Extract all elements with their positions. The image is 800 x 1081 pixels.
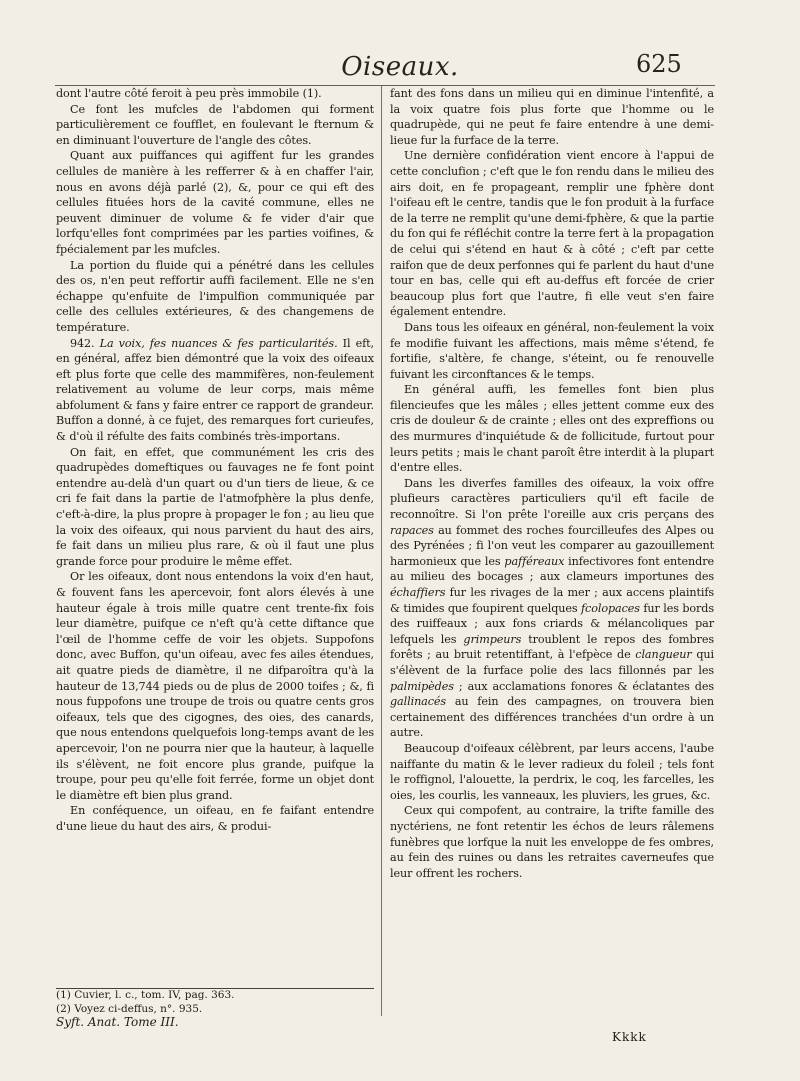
italic-term: gallinacés [390, 695, 447, 709]
paragraph: En conféquence, un oifeau, en fe faifant entendre d'une lieue du haut des airs, & produi- [56, 804, 374, 833]
paragraph-families [390, 476, 714, 741]
italic-term: palmipèdes [390, 679, 454, 693]
text: Dans les diverfes familles des oifeaux, la voix offre plufieurs caractères particuliers qu'il eft facile de reconnoître. Si l'on prête l'oreille aux cris perçans des [390, 476, 714, 522]
signature-mark-right: Kkkk [612, 1030, 647, 1044]
footnote-2: (2) Voyez ci-deffus, n°. 935. [56, 1002, 203, 1015]
paragraph: fant des fons dans un milieu qui en diminue l'intenfité, a la voix quatre fois plus forte que l'homme ou le quadrupède, qui ne peut fe faire entendre à une demi-lieue fur la furface de la terre. [390, 87, 714, 147]
text: qui s'élèvent de la furface polie des lacs fillonnés par les [390, 648, 714, 677]
column-divider [381, 86, 382, 1016]
page-number: 625 [636, 50, 682, 78]
paragraph: Ce font les mufcles de l'abdomen qui forment particulièrement ce foufflet, en foulevant le fternum & en diminuant l'ouverture de l'angle des côtes. [56, 102, 374, 147]
running-title: Oiseaux. [341, 52, 459, 82]
left-column [56, 86, 374, 984]
paragraph: Une dernière confidération vient encore à l'appui de cette conclufion ; c'eft que le fon rendu dans le milieu des airs doit, en fe propageant, remplir une fphère dont l'oifeau eft le centre, tandis que le fon produit à la furface de la terre ne remplit qu'une demi-fphère, & que la partie du fon qui fe réfléchit contre la terre fert à la propagation de celui qui s'étend en haut & à côté ; c'eft par cette raifon que de deux perfonnes qui fe parlent du haut d'une tour en bas, celle qui eft au-deffus eft forcée de crier beaucoup plus fort que l'autre, fi elle veut s'en faire également entendre. [390, 149, 714, 319]
text: au fein des campagnes, on trouvera bien certainement des différences tranchées d'un ordre à un autre. [390, 695, 714, 740]
italic-term: grimpeurs [463, 632, 522, 646]
section-heading: La voix, fes nuances & fes particularités. [99, 336, 338, 350]
paragraph: Or les oifeaux, dont nous entendons la voix d'en haut, & fouvent fans les apercevoir, font alors élevés à une hauteur égale à trois mille quatre cent trente-fix fois leur diamètre, puifque ce n'eft qu'à cette diftance que l'œil de l'homme ceffe de voir les objets. Suppofons donc, avec Buffon, qu'un oifeau, avec fes ailes étendues, ait quatre pieds de diamètre, il ne difparoîtra qu'à la hauteur de 13,744 pieds ou de plus de 2000 toifes ; &, fi nous fuppofons une troupe de trois ou quatre cents gros oifeaux, tels que des cigognes, des oies, des canards, que nous entendons quelquefois long-temps avant de les apercevoir, l'on ne pourra nier que la hauteur, à laquelle ils s'élèvent, ne foit encore plus grande, puifque la troupe, pour peu qu'elle foit ferrée, forme un objet dont le diamètre eft bien plus grand. [56, 570, 374, 802]
text: fur les bords des ruiffeaux ; aux fons criards & mélancoliques par lefquels les [390, 601, 714, 646]
paragraph: Beaucoup d'oifeaux célèbrent, par leurs accens, l'aube naiffante du matin & le lever radieux du foleil ; tels font le roffignol, l'alouette, la perdrix, le coq, les farcelles, les oies, les courlis, les vanneaux, les pluviers, les grues, &c. [390, 741, 714, 802]
italic-term: rapaces [390, 523, 434, 537]
paragraph: dont l'autre côté feroit à peu près immobile (1). [56, 87, 322, 100]
signature-mark: Syft. Anat. Tome III. [56, 1015, 179, 1029]
section-number: 942. [70, 336, 95, 350]
section-text: Il eft, en général, affez bien démontré que la voix des oifeaux eft plus forte que celle des mammifères, non-feulement relativement au volume de leur corps, mais même abfolument & fans y faire entrer ce rapport de grandeur. Buffon a donné, à ce fujet, des remarques fort curieufes, & d'où il réfulte des faits combinés très-importans. [56, 336, 374, 444]
footnote-1: (1) Cuvier, l. c., tom. IV, pag. 363. [56, 989, 235, 1001]
paragraph: Dans tous les oifeaux en général, non-feulement la voix fe modifie fuivant les affections, mais même s'étend, fe fortifie, s'altère, fe change, s'éteint, ou fe renouvelle fuivant les circonftances & le temps. [390, 320, 714, 381]
text: au fommet des roches fourcilleufes des Alpes ou des Pyrénées ; fi l'on veut les comparer au gazouillement harmonieux que les [390, 523, 714, 568]
right-column [390, 86, 714, 881]
paragraph: La portion du fluide qui a pénétré dans les cellules des os, n'en peut reffortir auffi facilement. Elle ne s'en échappe qu'enfuite de l'impulfion communiquée par celle des cellules extérieures, & des changemens de température. [56, 258, 374, 334]
text: troublent le repos des fombres forêts ; au bruit retentiffant, à l'efpèce de [390, 632, 714, 662]
text: infectivores font entendre au milieu des bocages ; aux clameurs importunes des [390, 554, 714, 584]
text: fur les rivages de la mer ; aux accens plaintifs & timides que foupirent quelques [390, 586, 714, 615]
paragraph: Ceux qui compofent, au contraire, la trifte famille des nyctériens, ne font retentir les échos de leurs râlemens funèbres que lorfque la nuit les enveloppe de fes ombres, au fein des ruines ou dans les retraites caverneufes que leur offrent les rochers. [390, 804, 714, 880]
paragraph: On fait, en effet, que communément les cris des quadrupèdes domeftiques ou fauvages ne fe font point entendre au-delà d'un quart ou d'un tiers de lieue, & ce cri fe fait dans la partie de l'atmofphère la plus denfe, c'eft-à-dire, la plus propre à propager le fon ; au lieu que la voix des oifeaux, qui nous parvient du haut des airs, fe fait dans un milieu plus rare, & où il faut une plus grande force pour produire le même effet. [56, 445, 374, 568]
italic-term: pafféreaux [504, 554, 565, 568]
section-942 [56, 336, 374, 445]
italic-term: fcolopaces [581, 601, 640, 615]
italic-term: clangueur [635, 648, 692, 662]
paragraph: En général auffi, les femelles font bien plus filencieufes que les mâles ; elles jettent comme eux des cris de douleur & de crainte ; elles ont des expreffions ou des murmures d'inquiétude & de follicitude, furtout pour leurs petits ; mais le chant paroît être interdit à la plupart d'entre elles. [390, 383, 715, 475]
paragraph: Quant aux puiffances qui agiffent fur les grandes cellules de manière à les refferrer & à en chaffer l'air, nous en avons déjà parlé (2), &, pour ce qui eft des cellules fituées hors de la cavité commune, elles ne peuvent diminuer de volume & fe vider d'air que lorfqu'elles font comprimées par les parties voifines, & fpécialement par les mufcles. [56, 149, 374, 256]
text: ; aux acclamations fonores & éclatantes des [453, 679, 714, 693]
footnotes [56, 988, 374, 1030]
italic-term: échaffiers [390, 586, 446, 599]
